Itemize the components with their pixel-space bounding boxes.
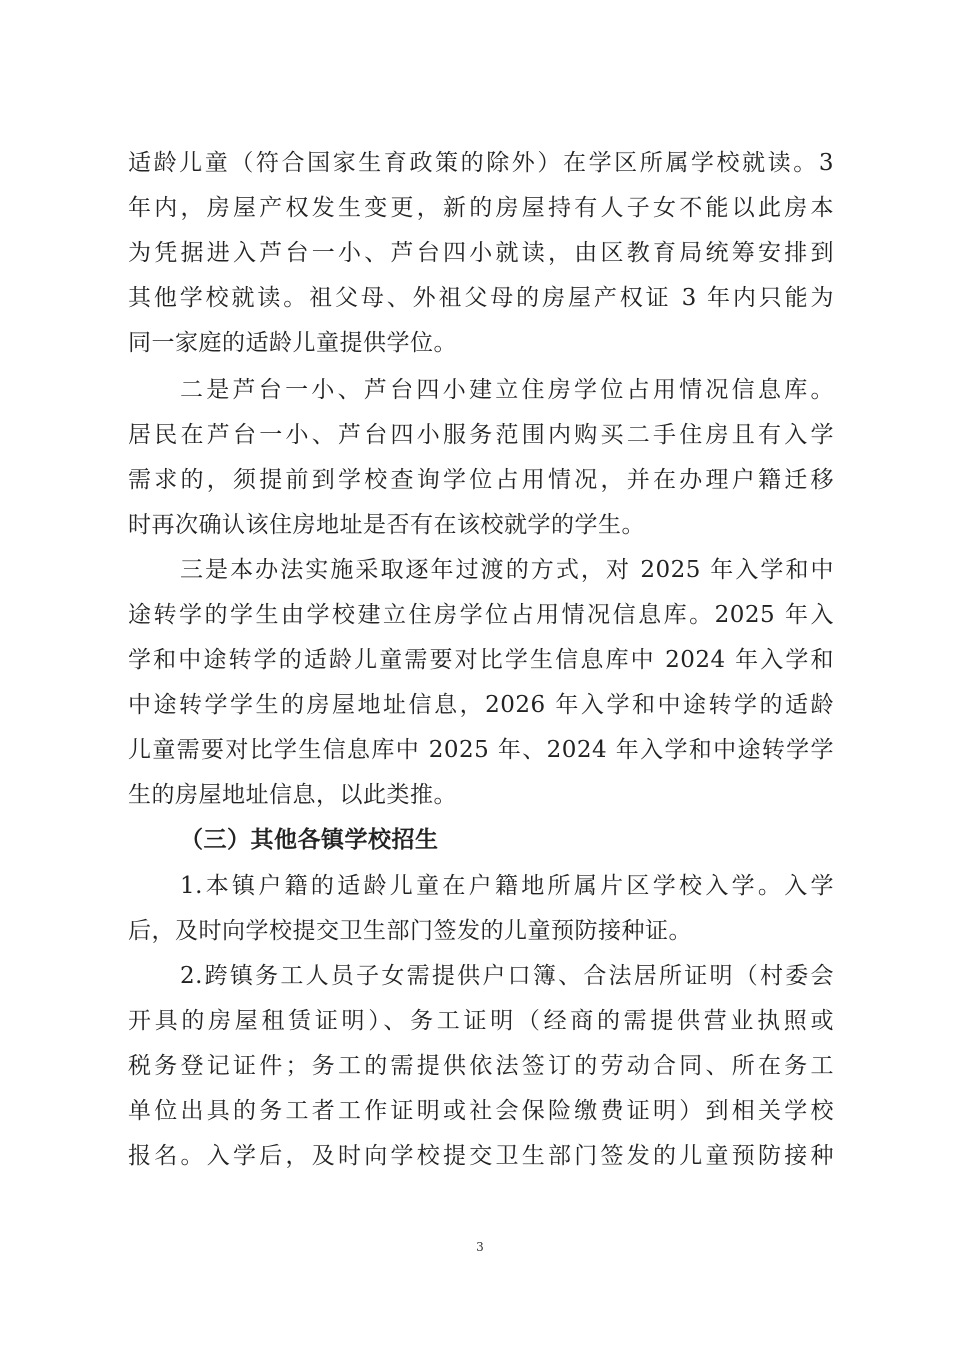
text-line: 需求的，须提前到学校查询学位占用情况，并在办理户籍迁移 bbox=[128, 467, 834, 493]
paragraph-start: 1.本镇户籍的适龄儿童在户籍地所属片区学校入学。入学 bbox=[180, 873, 834, 899]
text-line: 为凭据进入芦台一小、芦台四小就读，由区教育局统筹安排到 bbox=[128, 240, 834, 266]
text-line: 儿童需要对比学生信息库中 2025 年、2024 年入学和中途转学学 bbox=[128, 737, 834, 763]
text-line: 后，及时向学校提交卫生部门签发的儿童预防接种证。 bbox=[128, 918, 692, 944]
text-line: 中途转学学生的房屋地址信息，2026 年入学和中途转学的适龄 bbox=[128, 692, 834, 718]
text-line: 年内，房屋产权发生变更，新的房屋持有人子女不能以此房本 bbox=[128, 195, 834, 221]
text-line: 生的房屋地址信息，以此类推。 bbox=[128, 782, 457, 808]
text-line: 开具的房屋租赁证明）、务工证明（经商的需提供营业执照或 bbox=[128, 1008, 834, 1034]
paragraph-start: 三是本办法实施采取逐年过渡的方式，对 2025 年入学和中 bbox=[180, 557, 834, 583]
text-line: 途转学的学生由学校建立住房学位占用情况信息库。2025 年入 bbox=[128, 602, 834, 628]
text-line: 居民在芦台一小、芦台四小服务范围内购买二手住房且有入学 bbox=[128, 422, 834, 448]
text-line: 时再次确认该住房地址是否有在该校就学的学生。 bbox=[128, 512, 645, 538]
text-line: 适龄儿童（符合国家生育政策的除外）在学区所属学校就读。3 bbox=[128, 150, 834, 176]
text-line: 同一家庭的适龄儿童提供学位。 bbox=[128, 330, 457, 356]
text-line: 其他学校就读。祖父母、外祖父母的房屋产权证 3 年内只能为 bbox=[128, 285, 834, 311]
paragraph-start: 2.跨镇务工人员子女需提供户口簿、合法居所证明（村委会 bbox=[180, 963, 834, 989]
page-number: 3 bbox=[476, 1240, 484, 1254]
section-heading: （三）其他各镇学校招生 bbox=[180, 826, 439, 853]
paragraph-start: 二是芦台一小、芦台四小建立住房学位占用情况信息库。 bbox=[180, 377, 834, 403]
text-line: 单位出具的务工者工作证明或社会保险缴费证明）到相关学校 bbox=[128, 1098, 834, 1124]
text-line: 学和中途转学的适龄儿童需要对比学生信息库中 2024 年入学和 bbox=[128, 647, 834, 673]
text-line: 报名。入学后，及时向学校提交卫生部门签发的儿童预防接种 bbox=[128, 1143, 834, 1169]
text-line: 税务登记证件；务工的需提供依法签订的劳动合同、所在务工 bbox=[128, 1053, 834, 1079]
